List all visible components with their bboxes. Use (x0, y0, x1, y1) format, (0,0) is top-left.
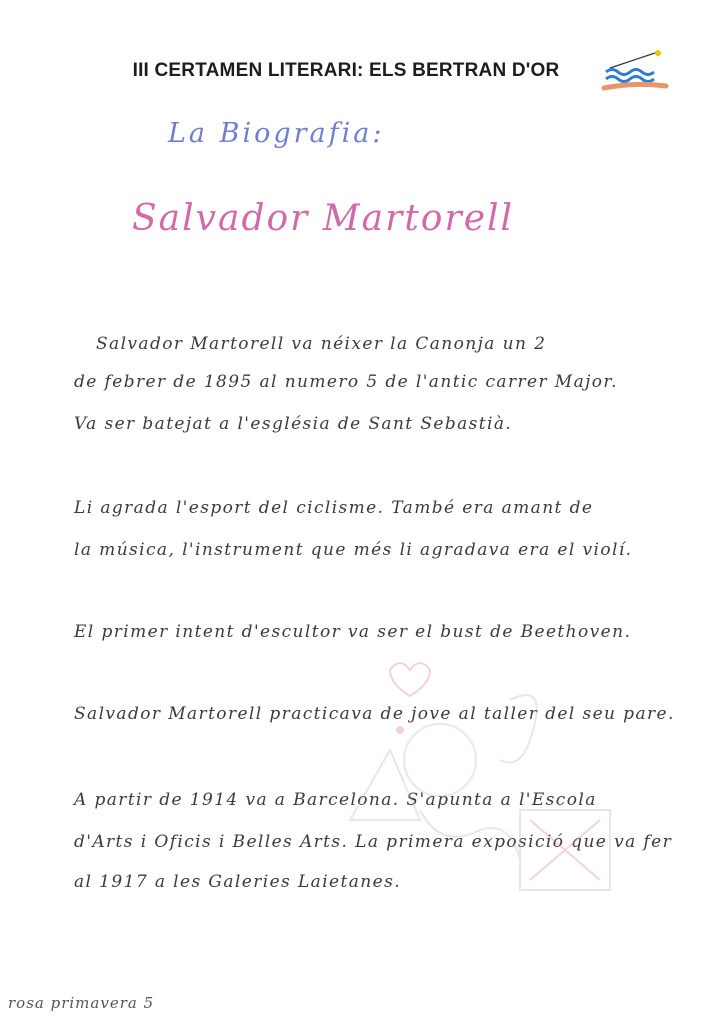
waves-logo-icon (600, 46, 670, 96)
text-line: El primer intent d'escultor va ser el bust de Beethoven. (74, 622, 632, 642)
text-line: Salvador Martorell practicava de jove al taller del seu pare. (74, 704, 675, 724)
biography-subject-name: Salvador Martorell (132, 198, 515, 239)
text-line: Va ser batejat a l'església de Sant Sebastià. (74, 414, 513, 434)
text-line: A partir de 1914 va a Barcelona. S'apunta a l'Escola (74, 790, 597, 810)
background-sketch-illustration (330, 640, 660, 920)
text-line: d'Arts i Oficis i Belles Arts. La primera exposició que va fer (74, 832, 673, 852)
text-line: al 1917 a les Galeries Laietanes. (74, 872, 401, 892)
contest-title: III CERTAMEN LITERARI: ELS BERTRAN D'OR (132, 60, 560, 81)
text-line: Salvador Martorell va néixer la Canonja un 2 (96, 334, 547, 354)
footer-note: rosa primavera 5 (8, 994, 155, 1012)
section-label: La Biografia: (168, 118, 385, 149)
text-line: Li agrada l'esport del ciclisme. També era amant de (74, 498, 594, 518)
text-line: la música, l'instrument que més li agradava era el violí. (74, 540, 633, 560)
text-line: de febrer de 1895 al numero 5 de l'antic carrer Major. (74, 372, 618, 392)
